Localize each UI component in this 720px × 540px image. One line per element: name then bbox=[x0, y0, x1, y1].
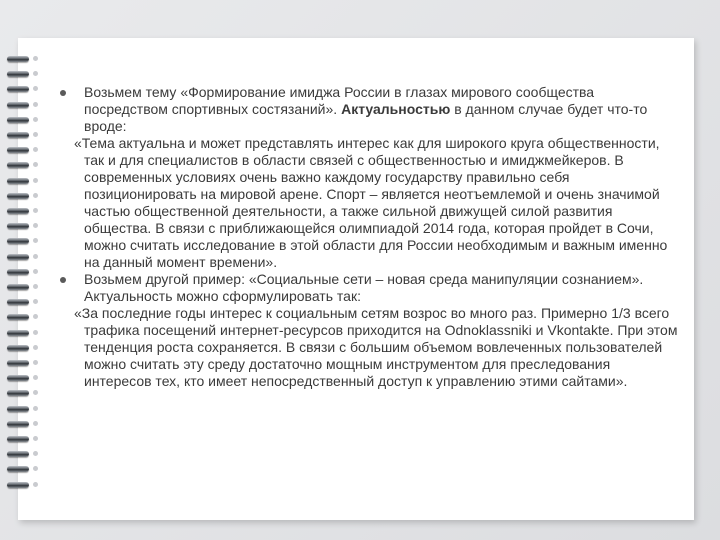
spiral-ring bbox=[7, 238, 29, 244]
spiral-ring bbox=[7, 223, 29, 229]
bold-term: Актуальностью bbox=[341, 101, 451, 117]
spiral-ring bbox=[7, 482, 29, 488]
spiral-ring bbox=[7, 299, 29, 305]
binding-hole bbox=[33, 330, 38, 335]
binding-hole bbox=[33, 360, 38, 365]
binding-hole bbox=[33, 178, 38, 183]
spiral-ring bbox=[7, 466, 29, 472]
spiral-ring bbox=[7, 193, 29, 199]
spiral-ring bbox=[7, 71, 29, 77]
bullet-icon bbox=[60, 277, 66, 283]
spiral-ring bbox=[7, 314, 29, 320]
paragraph-text: Возьмем другой пример: «Социальные сети – новая среда манипуляции сознанием». Актуальность можно сформулировать так: bbox=[84, 271, 644, 304]
spiral-ring bbox=[7, 284, 29, 290]
binding-hole bbox=[33, 254, 38, 259]
binding-hole bbox=[33, 208, 38, 213]
binding-hole bbox=[33, 421, 38, 426]
spiral-ring bbox=[7, 86, 29, 92]
spiral-ring bbox=[7, 390, 29, 396]
paragraph-text: Возьмем тему «Формирование имиджа России в глазах мирового сообщества посредством спортивных состязаний». bbox=[84, 84, 595, 117]
paragraph bbox=[84, 84, 680, 135]
binding-hole bbox=[33, 193, 38, 198]
quote-paragraph: «Тема актуальна и может представлять интерес как для широкого круга общественности, так и для специалистов в области связей с общественностью и имиджмейкеров. В современных условиях очень важно каждому государству правильно себя позиционировать на мировой арене. Спорт – является неотъемлемой и очень значимой частью общественной деятельности, а также сильной движущей силой развития общества. В связи с приближающейся олимпиадой 2014 года, которая пройдет в Сочи, можно считать исследование в этой области для России необходимым и важным именно на данный момент времени». bbox=[74, 135, 668, 270]
binding-hole bbox=[33, 132, 38, 137]
binding-hole bbox=[33, 102, 38, 107]
binding-hole bbox=[33, 436, 38, 441]
binding-hole bbox=[33, 406, 38, 411]
spiral-ring bbox=[7, 406, 29, 412]
spiral-ring bbox=[7, 436, 29, 442]
spiral-ring bbox=[7, 421, 29, 427]
spiral-ring bbox=[7, 375, 29, 381]
spiral-binding bbox=[7, 56, 37, 496]
quote-paragraph: «За последние годы интерес к социальным сетям возрос во много раз. Примерно 1/3 всего трафика посещений интернет-ресурсов приходится на Odnoklassniki и Vkontakte. При этом тенденция роста сохраняется. В связи с большим объемом вовлеченных пользователей можно считать эту среду достаточно мощным инструментом для преследования интересов тех, кто имеет непосредственный доступ к управлению этими сайтами». bbox=[74, 305, 678, 389]
binding-hole bbox=[33, 269, 38, 274]
spiral-ring bbox=[7, 360, 29, 366]
paragraph-text: в данном случае будет что-то вроде: bbox=[84, 101, 648, 134]
spiral-ring bbox=[7, 147, 29, 153]
binding-hole bbox=[33, 482, 38, 487]
binding-hole bbox=[33, 284, 38, 289]
spiral-ring bbox=[7, 208, 29, 214]
spiral-ring bbox=[7, 345, 29, 351]
spiral-ring bbox=[7, 102, 29, 108]
spiral-ring bbox=[7, 330, 29, 336]
bullet-icon bbox=[60, 90, 66, 96]
page-content bbox=[60, 84, 680, 390]
spiral-ring bbox=[7, 132, 29, 138]
spiral-ring bbox=[7, 178, 29, 184]
spiral-ring bbox=[7, 117, 29, 123]
spiral-ring bbox=[7, 254, 29, 260]
spiral-ring bbox=[7, 56, 29, 62]
list-item bbox=[60, 84, 680, 135]
spiral-ring bbox=[7, 162, 29, 168]
binding-hole bbox=[33, 345, 38, 350]
binding-hole bbox=[33, 117, 38, 122]
list-item bbox=[60, 271, 680, 305]
binding-hole bbox=[33, 56, 38, 61]
spiral-ring bbox=[7, 451, 29, 457]
spiral-ring bbox=[7, 269, 29, 275]
